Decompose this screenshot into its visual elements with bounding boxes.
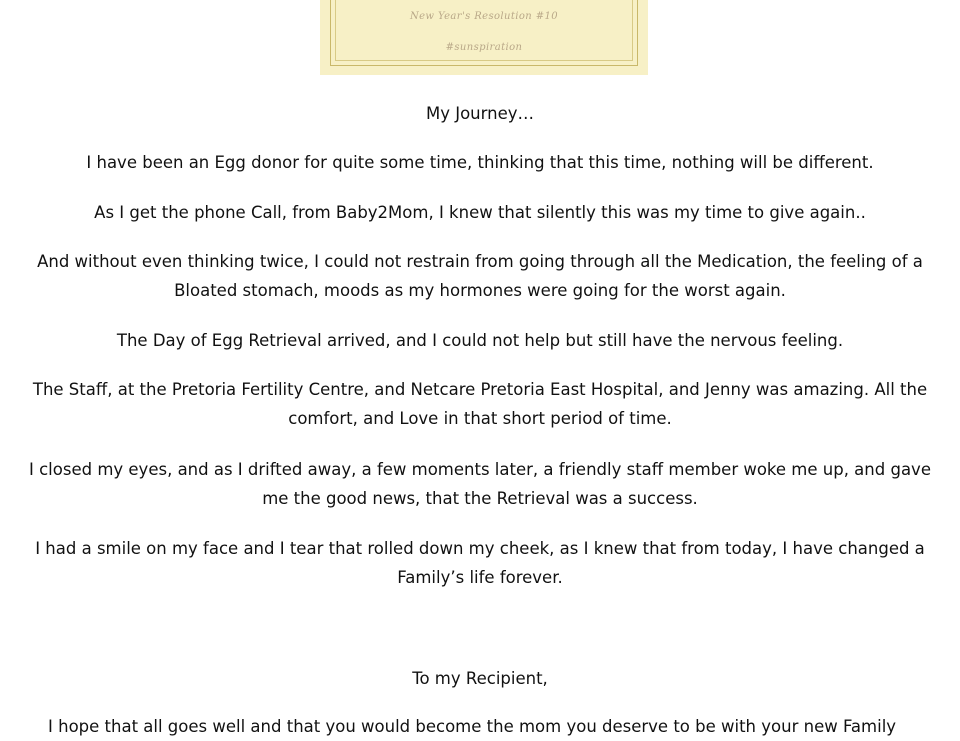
paragraph-closed-eyes: I closed my eyes, and as I drifted away, a few moments later, a friendly staff member woke me up, and gave me the good news, that the Retrieval was a success. [29,460,931,508]
paragraph-staff: The Staff, at the Pretoria Fertility Centre, and Netcare Pretoria East Hospital, and Jenny was amazing. All the comfort, and Love in that short period of time. [32,380,928,428]
card-hashtag-text: #sunspiration [445,42,523,53]
paragraph-smile: I had a smile on my face and I tear that rolled down my cheek, as I knew that from today, I have changed a Family’s life forever. [35,539,925,587]
cut-off-line: I hope that all goes well and that you would become the mom you deserve to be with your new Family [48,717,897,736]
journey-heading: My Journey… [425,104,535,123]
paragraph-phone-call: As I get the phone Call, from Baby2Mom, I knew that silently this was my time to give again.. [94,203,866,222]
cut-off-line-container [0,712,960,736]
header-image-card [320,0,648,75]
paragraph-medication: And without even thinking twice, I could not restrain from going through all the Medication, the feeling of a Bloated stomach, moods as my hormones were going for the worst again. [37,252,923,300]
card-resolution-text: New Year's Resolution #10 [409,11,559,22]
paragraph-egg-donor: I have been an Egg donor for quite some time, thinking that this time, nothing will be different. [86,153,874,172]
card-border [330,0,638,66]
paragraph-retrieval-day: The Day of Egg Retrieval arrived, and I could not help but still have the nervous feeling. [116,331,844,350]
recipient-greeting: To my Recipient, [412,669,548,688]
